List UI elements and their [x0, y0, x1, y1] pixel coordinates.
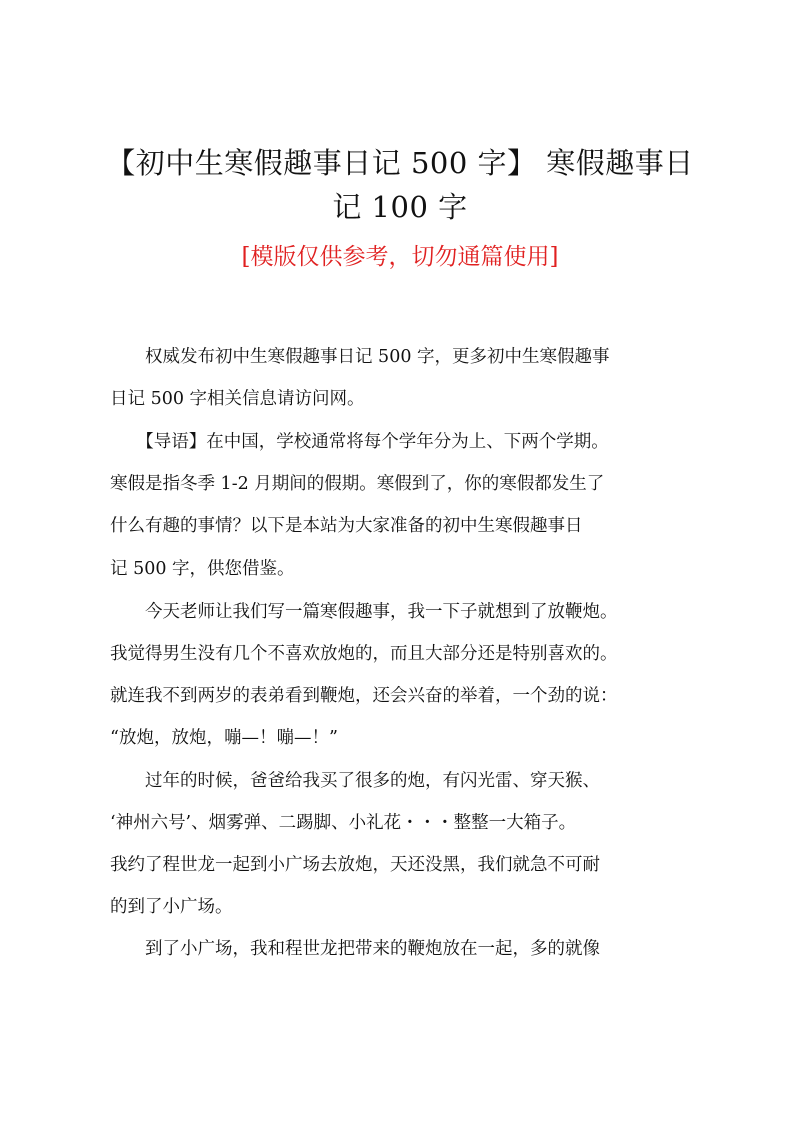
body-line: 我觉得男生没有几个不喜欢放炮的，而且大部分还是特别喜欢的。: [110, 644, 618, 664]
template-notice: [模版仅供参考，切勿通篇使用]: [241, 244, 559, 270]
body-line: 权威发布初中生寒假趣事日记 500 字，更多初中生寒假趣事: [110, 347, 610, 367]
body-line: 【导语】在中国，学校通常将每个学年分为上、下两个学期。: [110, 432, 609, 452]
body-line: 我约了程世龙一起到小广场去放炮，天还没黑，我们就急不可耐: [110, 855, 600, 875]
body-line: 的到了小广场。: [110, 897, 233, 917]
body-line: 今天老师让我们写一篇寒假趣事，我一下子就想到了放鞭炮。: [110, 602, 618, 622]
body-line: 寒假是指冬季 1-2 月期间的假期。寒假到了，你的寒假都发生了: [110, 474, 605, 494]
body-line: 日记 500 字相关信息请访问网。: [110, 389, 365, 409]
body-line: 就连我不到两岁的表弟看到鞭炮，还会兴奋的举着，一个劲的说：: [110, 686, 618, 706]
body-line: 过年的时候，爸爸给我买了很多的炮，有闪光雷、穿天猴、: [110, 771, 600, 791]
body-line: ‘神州六号’、烟雾弹、二踢脚、小礼花・・・整整一大箱子。: [110, 813, 577, 833]
body-line: “放炮，放炮，嘣—！嘣—！”: [110, 728, 338, 748]
body-line: 什么有趣的事情？以下是本站为大家准备的初中生寒假趣事日: [110, 516, 583, 536]
body-line: 到了小广场，我和程世龙把带来的鞭炮放在一起，多的就像: [110, 939, 600, 959]
body-line: 记 500 字，供您借鉴。: [110, 559, 295, 579]
document-title-line-1: 【初中生寒假趣事日记 500 字】 寒假趣事日: [106, 146, 694, 180]
document-title-line-2: 记 100 字: [332, 190, 468, 224]
